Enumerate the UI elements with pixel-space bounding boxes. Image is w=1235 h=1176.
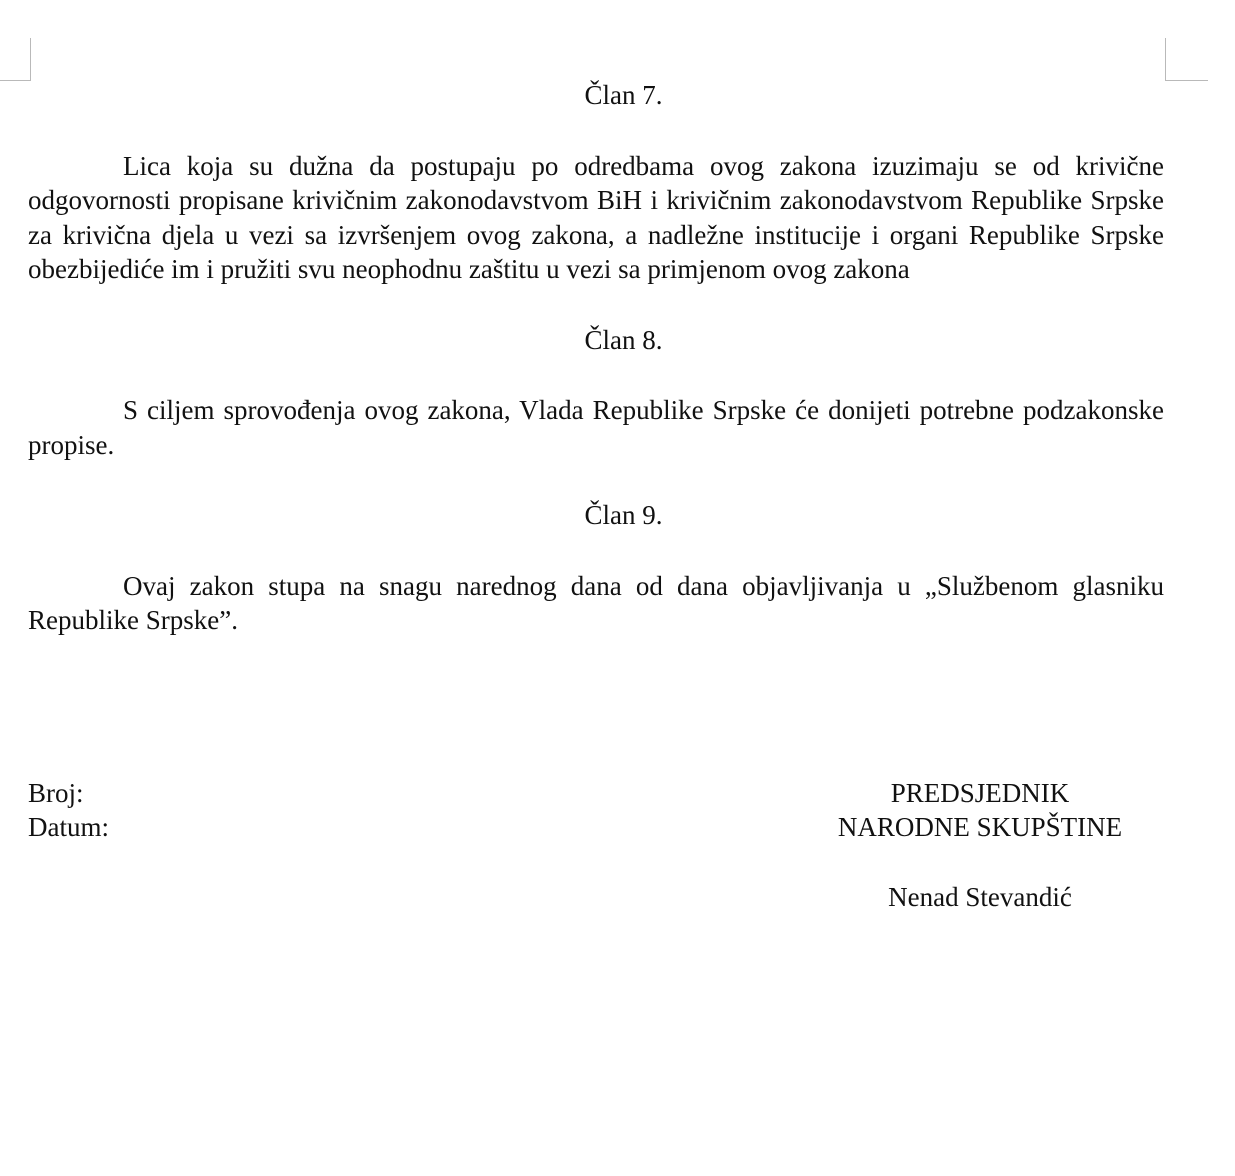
document-reference — [28, 776, 109, 844]
article-paragraph: Lica koja su dužna da postupaju po odredbama ovog zakona izuzimaju se od krivične odgovornosti propisane krivičnim zakonodavstvom BiH i krivičnim zakonodavstvom Republike Srpske za krivična djela u vezi sa izvršenjem ovog zakona, a nadležne institucije i organi Republike Srpske obezbijediće im i pružiti svu neophodnu zaštitu u vezi sa primjenom ovog zakona — [28, 150, 1164, 284]
page-corner-mark-top-right — [1165, 38, 1208, 81]
article-heading: Član 7. — [584, 80, 663, 110]
signatory — [808, 776, 1152, 914]
signatory-name: Nenad Stevandić — [888, 882, 1072, 912]
signatory-title-line1: PREDSJEDNIK — [890, 778, 1070, 808]
datum-label: Datum: — [28, 812, 109, 842]
article-7 — [28, 78, 1164, 287]
article-8 — [28, 323, 1164, 463]
article-heading: Član 8. — [584, 324, 663, 355]
article-paragraph: S ciljem sprovođenja ovog zakona, Vlada Republike Srpske će donijeti potrebne podzakonske propise. — [28, 395, 1164, 460]
article-paragraph: Ovaj zakon stupa na snagu narednog dana od dana objavljivanja u „Službenom glasniku Republike Srpske”. — [28, 570, 1164, 635]
page-corner-mark-top-left — [0, 38, 31, 81]
document-page — [28, 78, 1164, 638]
broj-label: Broj: — [28, 778, 84, 808]
article-heading: Član 9. — [584, 500, 663, 530]
signatory-title-line2: NARODNE SKUPŠTINE — [837, 812, 1123, 842]
article-9 — [28, 498, 1164, 638]
